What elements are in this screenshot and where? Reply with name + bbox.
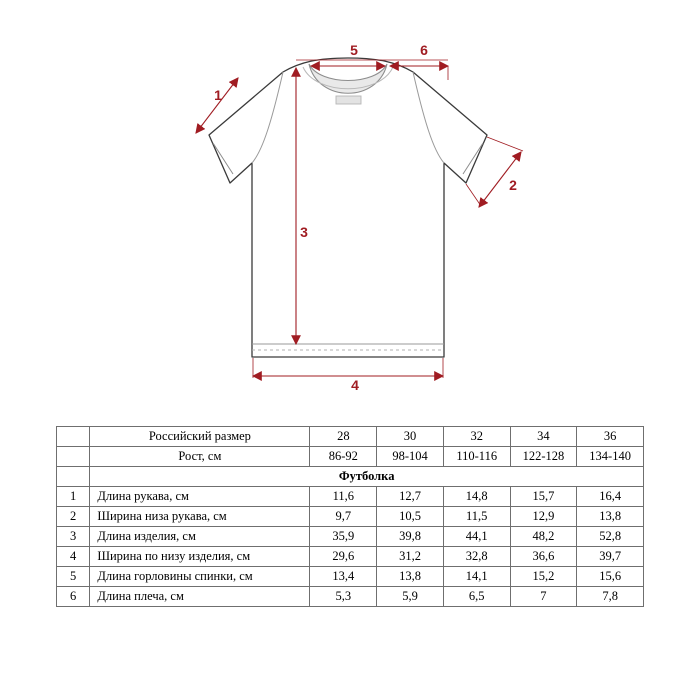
size-table-body: [57, 427, 644, 607]
measure-leader-2b: [466, 184, 481, 206]
measure-mark-3: 3: [300, 224, 308, 240]
header-height-label: Рост, см: [90, 447, 310, 467]
row-value: 9,7: [310, 507, 377, 527]
row-value: 36,6: [510, 547, 577, 567]
header-size-idx-cell: [57, 427, 90, 447]
header-height-value: 98-104: [377, 447, 444, 467]
table-row-group: [57, 467, 644, 487]
header-height-value: 122-128: [510, 447, 577, 467]
table-row-header-height: [57, 447, 644, 467]
row-value: 15,2: [510, 567, 577, 587]
row-value: 52,8: [577, 527, 644, 547]
row-label: Длина горловины спинки, см: [90, 567, 310, 587]
row-value: 16,4: [577, 487, 644, 507]
row-value: 5,3: [310, 587, 377, 607]
row-value: 14,1: [443, 567, 510, 587]
row-value: 44,1: [443, 527, 510, 547]
row-value: 35,9: [310, 527, 377, 547]
header-height-value: 134-140: [577, 447, 644, 467]
row-value: 13,8: [377, 567, 444, 587]
measure-mark-5: 5: [350, 42, 358, 58]
row-label: Длина изделия, см: [90, 527, 310, 547]
row-value: 12,9: [510, 507, 577, 527]
row-value: 11,5: [443, 507, 510, 527]
row-value: 48,2: [510, 527, 577, 547]
row-index: 1: [57, 487, 90, 507]
table-row: [57, 487, 644, 507]
header-height-value: 86-92: [310, 447, 377, 467]
table-row: [57, 587, 644, 607]
row-index: 5: [57, 567, 90, 587]
header-size-value: 36: [577, 427, 644, 447]
table-row: [57, 527, 644, 547]
size-table: [56, 426, 644, 607]
row-value: 39,7: [577, 547, 644, 567]
table-row: [57, 547, 644, 567]
row-label: Длина плеча, см: [90, 587, 310, 607]
row-value: 39,8: [377, 527, 444, 547]
header-size-label: Российский размер: [90, 427, 310, 447]
row-index: 3: [57, 527, 90, 547]
row-value: 13,8: [577, 507, 644, 527]
header-size-value: 30: [377, 427, 444, 447]
measure-mark-6: 6: [420, 42, 428, 58]
row-value: 31,2: [377, 547, 444, 567]
header-size-value: 34: [510, 427, 577, 447]
row-value: 13,4: [310, 567, 377, 587]
table-row: [57, 567, 644, 587]
measure-leader-2a: [487, 137, 523, 151]
row-label: Ширина по низу изделия, см: [90, 547, 310, 567]
row-value: 14,8: [443, 487, 510, 507]
measure-mark-1: 1: [214, 87, 222, 103]
row-value: 5,9: [377, 587, 444, 607]
row-value: 11,6: [310, 487, 377, 507]
row-value: 10,5: [377, 507, 444, 527]
row-value: 32,8: [443, 547, 510, 567]
header-height-value: 110-116: [443, 447, 510, 467]
header-height-idx-cell: [57, 447, 90, 467]
measure-mark-2: 2: [509, 177, 517, 193]
row-value: 7: [510, 587, 577, 607]
row-value: 7,8: [577, 587, 644, 607]
neck-label-tag: [336, 96, 361, 104]
row-value: 29,6: [310, 547, 377, 567]
row-value: 12,7: [377, 487, 444, 507]
row-label: Ширина низа рукава, см: [90, 507, 310, 527]
row-value: 6,5: [443, 587, 510, 607]
row-index: 2: [57, 507, 90, 527]
table-row-header-size: [57, 427, 644, 447]
header-size-value: 28: [310, 427, 377, 447]
row-value: 15,7: [510, 487, 577, 507]
table-row: [57, 507, 644, 527]
group-idx-cell: [57, 467, 90, 487]
measure-mark-4: 4: [351, 377, 359, 393]
row-index: 6: [57, 587, 90, 607]
row-value: 15,6: [577, 567, 644, 587]
group-label: Футболка: [90, 467, 644, 487]
header-size-value: 32: [443, 427, 510, 447]
row-label: Длина рукава, см: [90, 487, 310, 507]
row-index: 4: [57, 547, 90, 567]
